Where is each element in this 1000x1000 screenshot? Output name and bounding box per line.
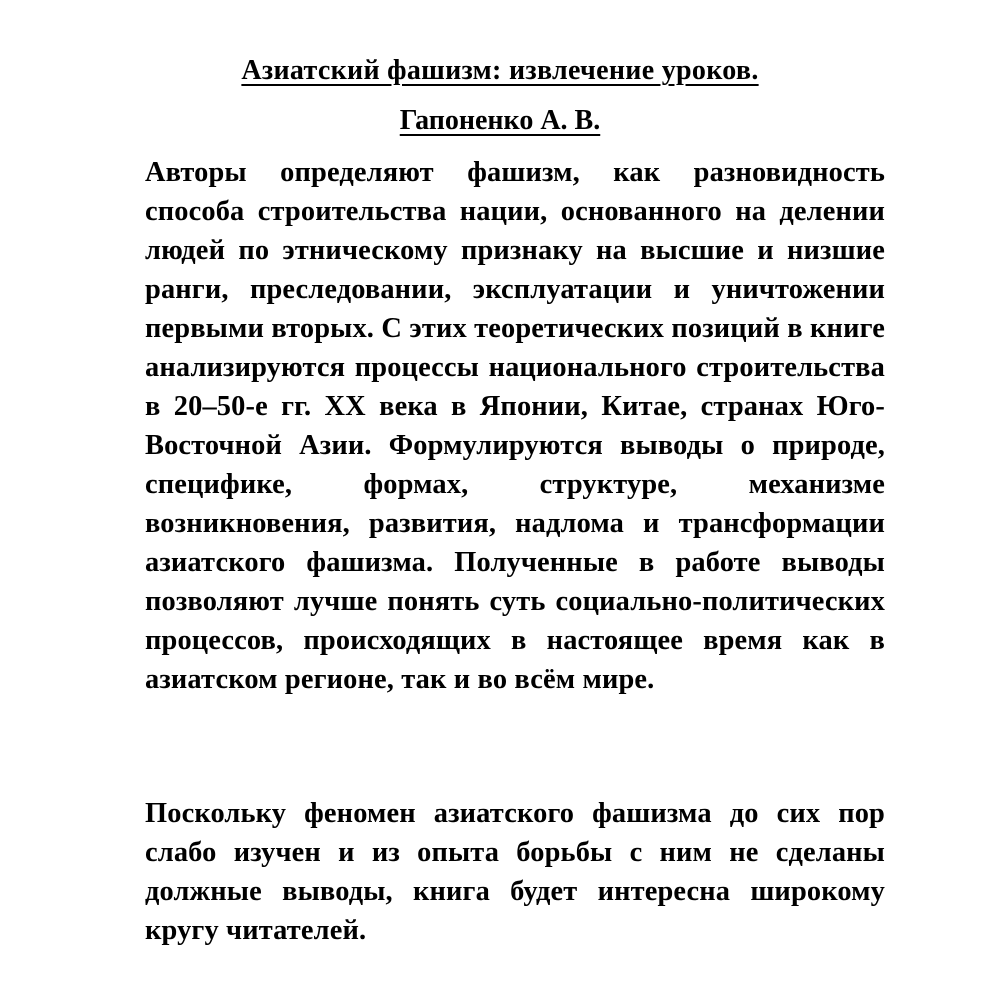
document-title <box>0 52 1000 90</box>
document-author <box>0 102 1000 140</box>
paragraph: Авторы определяют фашизм, как разновидность способа строительства нации, основанного на делении людей по этническому признаку на высшие и низшие ранги, преследовании, эксплуатации и уничтожении первыми вторых. С этих теоретических позиций в книге анализируются процессы национального строительства в 20–50-е гг. XX века в Японии, Китае, странах Юго-Восточной Азии. Формулируются выводы о природе, специфике, формах, структуре, механизме возникновения, развития, надлома и трансформации азиатского фашизма. Полученные в работе выводы позволяют лучше понять суть социально-политических процессов, происходящих в настоящее время как в азиатском регионе, так и во всём мире. <box>145 157 885 695</box>
paragraph: Поскольку феномен азиатского фашизма до сих пор слабо изучен и из опыта борьбы с ним не сделаны должные выводы, книга будет интересна широкому кругу читателей. <box>145 798 885 946</box>
document-author-text: Гапоненко А. В. <box>399 105 601 136</box>
document-title-text: Азиатский фашизм: извлечение уроков. <box>241 55 759 86</box>
